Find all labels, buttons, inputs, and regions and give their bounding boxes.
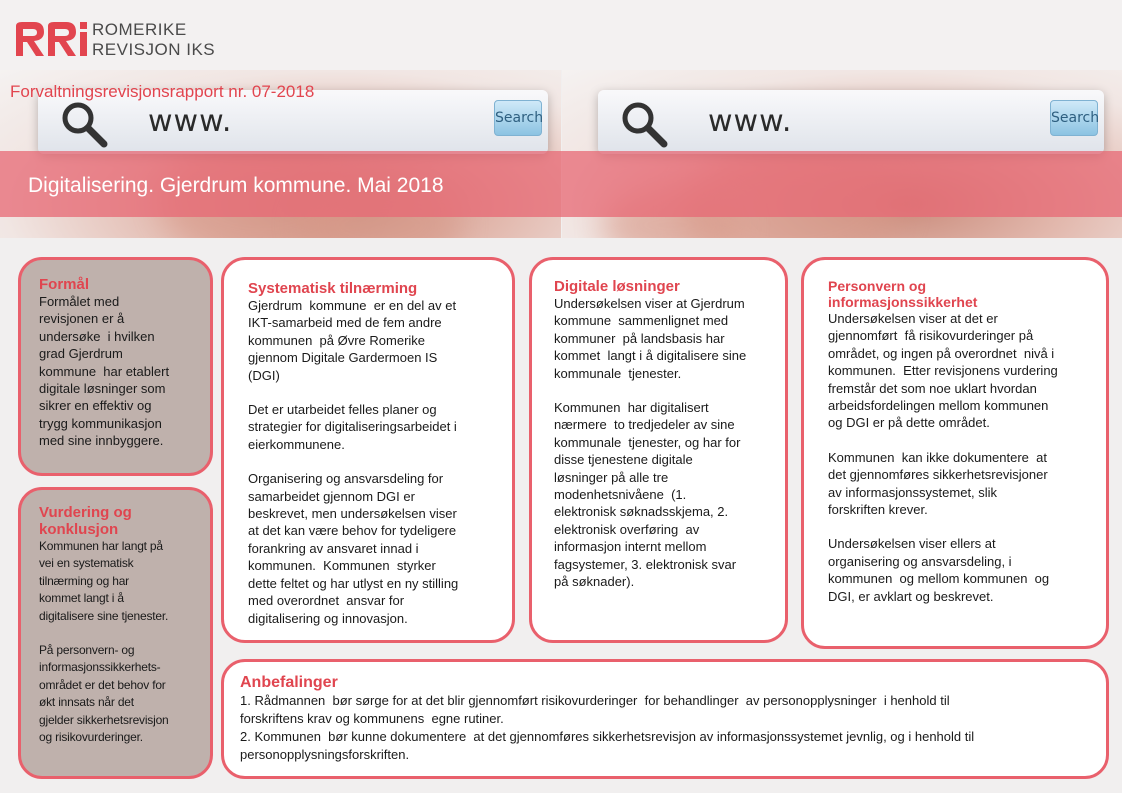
systematic-text-2: Det er utarbeidet felles planer og strategier for digitaliseringsarbeidet i eierkommunene. — [248, 402, 457, 452]
url-text: www. — [708, 104, 793, 139]
recommendations-box — [221, 659, 1109, 779]
privacy-security-box — [801, 257, 1109, 649]
romerike-logo — [14, 20, 94, 58]
privacy-text-1: Undersøkelsen viser at det er gjennomført få risikovurderinger på området, og ingen på overordnet nivå i kommunen. Etter revisjonens vurdering fremstår det som noe uklart hvordan arbeidsfordelingen mellom kommunen og DGI er på dette området. — [828, 311, 1058, 431]
recommendation-item-2: 2. Kommunen bør kunne dokumentere at det gjennomføres sikkerhetsrevisjon av informasjonssystemet jevnlig, og i henhold til personopplysningsforskriften. — [240, 729, 975, 762]
search-button: Search — [494, 100, 542, 136]
systematic-text-1: Gjerdrum kommune er en del av et IKT-samarbeid med de fem andre kommunen på Øvre Romerike gjennom Digitale Gardermoen IS (DGI) — [248, 298, 457, 383]
purpose-heading: Formål — [39, 276, 90, 293]
privacy-heading: Personvern og informasjonssikkerhet — [828, 278, 978, 310]
url-text: www. — [148, 104, 233, 139]
magnifier-icon — [618, 100, 670, 148]
brand-name-line2: REVISJON IKS — [92, 40, 216, 59]
privacy-text-2: Kommunen kan ikke dokumentere at det gjennomføres sikkerhetsrevisjoner av informasjonssystemet, slik forskriften krever. — [828, 449, 1048, 518]
brand-name — [92, 20, 215, 60]
recommendations-heading: Anbefalinger — [240, 674, 338, 691]
brand-name-line1: ROMERIKE — [92, 20, 187, 39]
systematic-approach-box — [221, 257, 515, 643]
conclusion-text-2: På personvern- og informasjonssikkerhets- området er det behov for økt innsats når det gjelder sikkerhetsrevisjon og risikovurderinger. — [39, 643, 169, 745]
conclusion-heading: Vurdering og konklusjon — [39, 504, 132, 538]
purpose-box — [18, 257, 213, 476]
search-bar — [598, 90, 1104, 154]
conclusion-text-1: Kommunen har langt på vei en systematisk tilnærming og har kommet langt i å digitalisere sine tjenester. — [39, 539, 169, 623]
search-button: Search — [1050, 100, 1098, 136]
header-bar — [0, 0, 1122, 70]
magnifier-icon — [58, 100, 110, 148]
systematic-text-3: Organisering og ansvarsdeling for samarbeidet gjennom DGI er beskrevet, men undersøkelsen viser at det kan være behov for tydeligere forankring av ansvaret innad i kommunen. Kommunen styrker dette feltet og har utlyst en ny stilling med overordnet ansvar for digitalisering og innovasjon. — [248, 471, 459, 626]
page-title: Digitalisering. Gjerdrum kommune. Mai 2018 — [28, 174, 444, 197]
report-number: Forvaltningsrevisjonsrapport nr. 07-2018 — [10, 82, 315, 101]
recommendation-item-1: 1. Rådmannen bør sørge for at det blir gjennomført risikovurderinger for behandlinger av personopplysninger i henhold til forskriftens krav og kommunens egne rutiner. — [240, 693, 950, 726]
privacy-text-3: Undersøkelsen viser ellers at organisering og ansvarsdeling, i kommunen og mellom kommunen og DGI, er avklart og beskrevet. — [828, 536, 1050, 604]
conclusion-box — [18, 487, 213, 779]
digital-heading: Digitale løsninger — [554, 278, 680, 295]
digital-text-1: Undersøkelsen viser at Gjerdrum kommune sammenlignet med kommuner på landsbasis har kommet langt i å digitalisere sine kommunale tjenester. — [554, 296, 747, 381]
digital-text-2: Kommunen har digitalisert nærmere to tredjedeler av sine kommunale tjenester, og har for disse tjenestene digitale løsninger på alle tre modenhetsnivåene (1. elektronisk søknadsskjema, 2. elektronisk overføring av informasjon internt mellom fagsystemer, 3. elektronisk svar på søknader). — [554, 400, 741, 590]
systematic-heading: Systematisk tilnærming — [248, 280, 418, 297]
digital-solutions-box — [529, 257, 788, 643]
purpose-text: Formålet med revisjonen er å undersøke i hvilken grad Gjerdrum kommune har etablert digitale løsninger som sikrer en effektiv og trygg kommunikasjon med sine innbyggere. — [39, 294, 170, 449]
